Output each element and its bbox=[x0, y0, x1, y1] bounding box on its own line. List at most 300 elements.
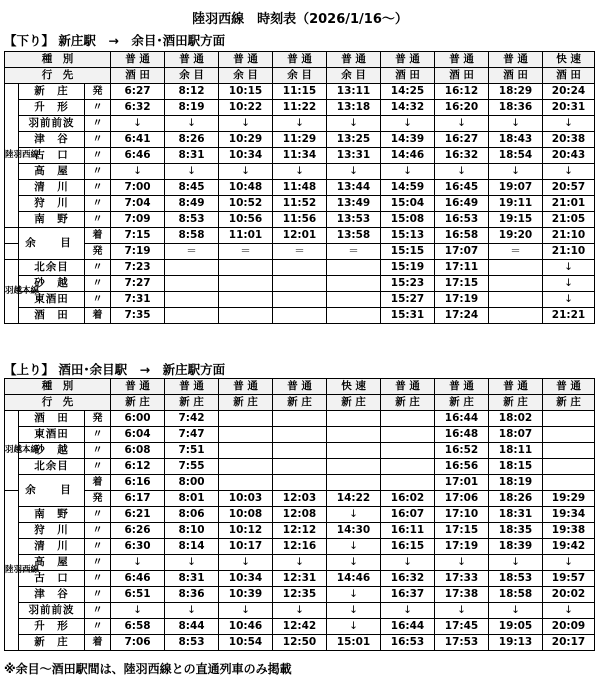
arr-dep-marker: 〃 bbox=[85, 292, 111, 308]
down-type-row bbox=[5, 52, 595, 68]
train-destination: 新 庄 bbox=[435, 395, 489, 411]
time-cell: ↓ bbox=[165, 164, 219, 180]
time-cell: 7:27 bbox=[111, 276, 165, 292]
time-cell: 12:31 bbox=[273, 571, 327, 587]
time-cell: 11:01 bbox=[219, 228, 273, 244]
table-row bbox=[5, 443, 595, 459]
time-cell: 6:32 bbox=[111, 100, 165, 116]
table-row bbox=[5, 507, 595, 523]
time-cell: 8:12 bbox=[165, 84, 219, 100]
arr-dep-marker: 〃 bbox=[85, 116, 111, 132]
down-destination-row bbox=[5, 68, 595, 84]
time-cell: 13:31 bbox=[327, 148, 381, 164]
train-type: 普 通 bbox=[435, 379, 489, 395]
time-cell: 16:11 bbox=[381, 523, 435, 539]
station-name: 清 川 bbox=[19, 539, 85, 555]
time-cell bbox=[327, 427, 381, 443]
train-type: 普 通 bbox=[543, 379, 595, 395]
time-cell: 18:35 bbox=[489, 523, 543, 539]
time-cell bbox=[381, 411, 435, 427]
type-label: 種 別 bbox=[5, 52, 111, 68]
table-row bbox=[5, 475, 595, 491]
arr-dep-marker: 〃 bbox=[85, 260, 111, 276]
table-row bbox=[5, 308, 595, 324]
station-name: 北余目 bbox=[19, 260, 85, 276]
up-section-heading: 【上り】 酒田･余目駅 → 新庄駅方面 bbox=[4, 362, 226, 377]
time-cell: 19:11 bbox=[489, 196, 543, 212]
train-type: 普 通 bbox=[111, 379, 165, 395]
table-row bbox=[5, 459, 595, 475]
time-cell: 12:16 bbox=[273, 539, 327, 555]
table-row bbox=[5, 555, 595, 571]
time-cell: 15:31 bbox=[381, 308, 435, 324]
time-cell bbox=[219, 308, 273, 324]
station-name: 高 屋 bbox=[19, 555, 85, 571]
time-cell: 10:22 bbox=[219, 100, 273, 116]
time-cell: 16:12 bbox=[435, 84, 489, 100]
train-type: 普 通 bbox=[435, 52, 489, 68]
station-name: 津 谷 bbox=[19, 132, 85, 148]
train-destination: 新 庄 bbox=[273, 395, 327, 411]
time-cell: 10:03 bbox=[219, 491, 273, 507]
train-destination: 新 庄 bbox=[219, 395, 273, 411]
arr-dep-marker: 発 bbox=[85, 411, 111, 427]
train-type: 普 通 bbox=[219, 52, 273, 68]
up-timetable bbox=[4, 378, 595, 651]
line-label: 羽越本線 bbox=[5, 260, 19, 324]
time-cell: 18:31 bbox=[489, 507, 543, 523]
time-cell: 18:11 bbox=[489, 443, 543, 459]
time-cell bbox=[219, 292, 273, 308]
time-cell: 18:43 bbox=[489, 132, 543, 148]
time-cell: ↓ bbox=[489, 555, 543, 571]
time-cell: ↓ bbox=[219, 555, 273, 571]
train-type: 普 通 bbox=[327, 52, 381, 68]
time-cell: 6:16 bbox=[111, 475, 165, 491]
arr-dep-marker: 〃 bbox=[85, 587, 111, 603]
time-cell: 6:04 bbox=[111, 427, 165, 443]
arr-dep-marker: 発 bbox=[85, 491, 111, 507]
time-cell bbox=[219, 260, 273, 276]
time-cell: 18:53 bbox=[489, 571, 543, 587]
time-cell: 13:44 bbox=[327, 180, 381, 196]
arr-dep-marker: 〃 bbox=[85, 100, 111, 116]
line-label-blank bbox=[5, 228, 19, 244]
time-cell bbox=[327, 443, 381, 459]
arr-dep-marker: 着 bbox=[85, 475, 111, 491]
time-cell: 6:46 bbox=[111, 148, 165, 164]
time-cell: 6:17 bbox=[111, 491, 165, 507]
table-row bbox=[5, 411, 595, 427]
time-cell: ↓ bbox=[273, 116, 327, 132]
line-label: 陸羽西線 bbox=[5, 491, 19, 651]
time-cell: 8:00 bbox=[165, 475, 219, 491]
train-destination: 酒 田 bbox=[543, 68, 595, 84]
time-cell: 16:53 bbox=[435, 212, 489, 228]
arr-dep-marker: 〃 bbox=[85, 459, 111, 475]
time-cell: 10:48 bbox=[219, 180, 273, 196]
time-cell: 17:53 bbox=[435, 635, 489, 651]
time-cell: 16:53 bbox=[381, 635, 435, 651]
time-cell: 14:46 bbox=[381, 148, 435, 164]
line-label-blank bbox=[5, 244, 19, 260]
time-cell bbox=[273, 308, 327, 324]
up-type-row bbox=[5, 379, 595, 395]
time-cell bbox=[273, 475, 327, 491]
station-name: 羽前前波 bbox=[19, 116, 85, 132]
time-cell bbox=[489, 308, 543, 324]
time-cell: ↓ bbox=[327, 539, 381, 555]
time-cell bbox=[381, 443, 435, 459]
station-name: 東酒田 bbox=[19, 427, 85, 443]
time-cell: ↓ bbox=[435, 116, 489, 132]
table-row bbox=[5, 292, 595, 308]
time-cell: 21:21 bbox=[543, 308, 595, 324]
train-destination: 酒 田 bbox=[435, 68, 489, 84]
station-name: 余 目 bbox=[19, 475, 85, 507]
time-cell: 18:15 bbox=[489, 459, 543, 475]
time-cell: ↓ bbox=[165, 555, 219, 571]
time-cell: 10:12 bbox=[219, 523, 273, 539]
table-row bbox=[5, 491, 595, 507]
time-cell: 10:15 bbox=[219, 84, 273, 100]
time-cell: 11:15 bbox=[273, 84, 327, 100]
time-cell: 8:45 bbox=[165, 180, 219, 196]
time-cell: ↓ bbox=[327, 619, 381, 635]
time-cell: 8:53 bbox=[165, 212, 219, 228]
time-cell: ↓ bbox=[273, 603, 327, 619]
station-name: 狩 川 bbox=[19, 523, 85, 539]
time-cell: 18:26 bbox=[489, 491, 543, 507]
train-type: 普 通 bbox=[489, 52, 543, 68]
time-cell: 11:29 bbox=[273, 132, 327, 148]
line-label: 陸羽西線 bbox=[5, 84, 19, 228]
time-cell bbox=[543, 443, 595, 459]
time-cell: ＝ bbox=[327, 244, 381, 260]
time-cell: 10:17 bbox=[219, 539, 273, 555]
time-cell: ↓ bbox=[327, 116, 381, 132]
time-cell: ↓ bbox=[435, 555, 489, 571]
table-row bbox=[5, 427, 595, 443]
train-destination: 新 庄 bbox=[111, 395, 165, 411]
time-cell: 17:19 bbox=[435, 292, 489, 308]
time-cell: 18:29 bbox=[489, 84, 543, 100]
time-cell: 17:33 bbox=[435, 571, 489, 587]
train-destination: 余 目 bbox=[165, 68, 219, 84]
time-cell bbox=[273, 260, 327, 276]
type-label: 種 別 bbox=[5, 379, 111, 395]
time-cell bbox=[273, 292, 327, 308]
arr-dep-marker: 〃 bbox=[85, 571, 111, 587]
time-cell: 16:56 bbox=[435, 459, 489, 475]
arr-dep-marker: 〃 bbox=[85, 619, 111, 635]
train-destination: 酒 田 bbox=[489, 68, 543, 84]
time-cell: 8:36 bbox=[165, 587, 219, 603]
time-cell bbox=[381, 427, 435, 443]
time-cell: 17:01 bbox=[435, 475, 489, 491]
time-cell: 18:54 bbox=[489, 148, 543, 164]
time-cell: 12:03 bbox=[273, 491, 327, 507]
time-cell: 12:42 bbox=[273, 619, 327, 635]
time-cell: 10:29 bbox=[219, 132, 273, 148]
time-cell: 16:32 bbox=[435, 148, 489, 164]
train-destination: 新 庄 bbox=[165, 395, 219, 411]
table-row bbox=[5, 148, 595, 164]
time-cell: ↓ bbox=[111, 555, 165, 571]
time-cell: ↓ bbox=[543, 292, 595, 308]
time-cell: ↓ bbox=[219, 603, 273, 619]
time-cell: ↓ bbox=[111, 116, 165, 132]
time-cell: 17:24 bbox=[435, 308, 489, 324]
time-cell: 10:34 bbox=[219, 571, 273, 587]
time-cell: 7:09 bbox=[111, 212, 165, 228]
table-row bbox=[5, 539, 595, 555]
time-cell: ↓ bbox=[543, 276, 595, 292]
time-cell: 19:29 bbox=[543, 491, 595, 507]
time-cell: 16:49 bbox=[435, 196, 489, 212]
arr-dep-marker: 〃 bbox=[85, 507, 111, 523]
time-cell bbox=[165, 292, 219, 308]
train-type: 普 通 bbox=[381, 379, 435, 395]
time-cell bbox=[219, 411, 273, 427]
time-cell: ↓ bbox=[381, 603, 435, 619]
station-name: 羽前前波 bbox=[19, 603, 85, 619]
station-name: 砂 越 bbox=[19, 443, 85, 459]
train-destination: 酒 田 bbox=[381, 68, 435, 84]
time-cell: ↓ bbox=[381, 555, 435, 571]
time-cell: ↓ bbox=[435, 164, 489, 180]
time-cell: 6:58 bbox=[111, 619, 165, 635]
time-cell: ↓ bbox=[543, 116, 595, 132]
time-cell: 10:08 bbox=[219, 507, 273, 523]
station-name: 酒 田 bbox=[19, 411, 85, 427]
time-cell: 7:06 bbox=[111, 635, 165, 651]
line-label: 羽越本線 bbox=[5, 411, 19, 491]
time-cell: 11:22 bbox=[273, 100, 327, 116]
time-cell: ↓ bbox=[219, 164, 273, 180]
time-cell bbox=[273, 276, 327, 292]
time-cell: 16:02 bbox=[381, 491, 435, 507]
time-cell: ↓ bbox=[111, 603, 165, 619]
time-cell bbox=[165, 308, 219, 324]
table-row bbox=[5, 196, 595, 212]
time-cell bbox=[327, 260, 381, 276]
time-cell: ＝ bbox=[489, 244, 543, 260]
table-row bbox=[5, 276, 595, 292]
train-destination: 新 庄 bbox=[327, 395, 381, 411]
time-cell: 15:15 bbox=[381, 244, 435, 260]
up-destination-row bbox=[5, 395, 595, 411]
time-cell: 14:59 bbox=[381, 180, 435, 196]
train-destination: 余 目 bbox=[327, 68, 381, 84]
time-cell bbox=[165, 260, 219, 276]
time-cell: 7:04 bbox=[111, 196, 165, 212]
time-cell: 10:39 bbox=[219, 587, 273, 603]
time-cell: 16:07 bbox=[381, 507, 435, 523]
time-cell: 8:58 bbox=[165, 228, 219, 244]
train-type: 普 通 bbox=[111, 52, 165, 68]
time-cell: 16:52 bbox=[435, 443, 489, 459]
time-cell: 19:38 bbox=[543, 523, 595, 539]
time-cell: 17:19 bbox=[435, 539, 489, 555]
destination-label: 行 先 bbox=[5, 68, 111, 84]
time-cell bbox=[327, 475, 381, 491]
time-cell: 11:48 bbox=[273, 180, 327, 196]
train-type: 普 通 bbox=[273, 379, 327, 395]
station-name: 新 庄 bbox=[19, 635, 85, 651]
time-cell: ↓ bbox=[273, 555, 327, 571]
time-cell: 17:45 bbox=[435, 619, 489, 635]
time-cell: ↓ bbox=[489, 164, 543, 180]
time-cell: 13:58 bbox=[327, 228, 381, 244]
time-cell bbox=[381, 475, 435, 491]
time-cell bbox=[489, 260, 543, 276]
time-cell: 10:52 bbox=[219, 196, 273, 212]
down-timetable bbox=[4, 51, 595, 324]
time-cell: 12:08 bbox=[273, 507, 327, 523]
time-cell: 7:19 bbox=[111, 244, 165, 260]
table-row bbox=[5, 587, 595, 603]
arr-dep-marker: 着 bbox=[85, 308, 111, 324]
arr-dep-marker: 〃 bbox=[85, 132, 111, 148]
train-destination: 新 庄 bbox=[381, 395, 435, 411]
time-cell: ↓ bbox=[489, 116, 543, 132]
time-cell bbox=[381, 459, 435, 475]
train-destination: 余 目 bbox=[273, 68, 327, 84]
time-cell: 19:05 bbox=[489, 619, 543, 635]
time-cell: 7:55 bbox=[165, 459, 219, 475]
time-cell: 8:14 bbox=[165, 539, 219, 555]
time-cell: 16:44 bbox=[381, 619, 435, 635]
station-name: 酒 田 bbox=[19, 308, 85, 324]
time-cell bbox=[543, 427, 595, 443]
time-cell: 13:49 bbox=[327, 196, 381, 212]
time-cell: 19:20 bbox=[489, 228, 543, 244]
train-type: 普 通 bbox=[165, 379, 219, 395]
arr-dep-marker: 発 bbox=[85, 84, 111, 100]
time-cell: 20:17 bbox=[543, 635, 595, 651]
time-cell: 16:48 bbox=[435, 427, 489, 443]
train-type: 普 通 bbox=[489, 379, 543, 395]
arr-dep-marker: 〃 bbox=[85, 603, 111, 619]
time-cell: 15:19 bbox=[381, 260, 435, 276]
time-cell: ＝ bbox=[165, 244, 219, 260]
time-cell: 8:49 bbox=[165, 196, 219, 212]
time-cell: 17:11 bbox=[435, 260, 489, 276]
train-type: 快 速 bbox=[327, 379, 381, 395]
time-cell: 7:00 bbox=[111, 180, 165, 196]
time-cell: 8:31 bbox=[165, 148, 219, 164]
time-cell: 16:15 bbox=[381, 539, 435, 555]
train-type: 快 速 bbox=[543, 52, 595, 68]
time-cell: 7:15 bbox=[111, 228, 165, 244]
arr-dep-marker: 着 bbox=[85, 635, 111, 651]
time-cell bbox=[219, 443, 273, 459]
time-cell: 6:30 bbox=[111, 539, 165, 555]
train-type: 普 通 bbox=[165, 52, 219, 68]
time-cell: 20:09 bbox=[543, 619, 595, 635]
time-cell: ↓ bbox=[435, 603, 489, 619]
time-cell: ↓ bbox=[273, 164, 327, 180]
time-cell bbox=[327, 308, 381, 324]
time-cell: 17:06 bbox=[435, 491, 489, 507]
time-cell: 7:47 bbox=[165, 427, 219, 443]
time-cell: ↓ bbox=[165, 603, 219, 619]
table-row bbox=[5, 116, 595, 132]
table-row bbox=[5, 571, 595, 587]
time-cell: ↓ bbox=[543, 603, 595, 619]
train-destination: 余 目 bbox=[219, 68, 273, 84]
arr-dep-marker: 〃 bbox=[85, 539, 111, 555]
table-row bbox=[5, 228, 595, 244]
time-cell: 15:01 bbox=[327, 635, 381, 651]
table-row bbox=[5, 244, 595, 260]
destination-label: 行 先 bbox=[5, 395, 111, 411]
time-cell: 14:25 bbox=[381, 84, 435, 100]
time-cell bbox=[219, 276, 273, 292]
time-cell: ↓ bbox=[327, 603, 381, 619]
time-cell: 12:12 bbox=[273, 523, 327, 539]
time-cell: ＝ bbox=[273, 244, 327, 260]
time-cell: 20:38 bbox=[543, 132, 595, 148]
train-type: 普 通 bbox=[273, 52, 327, 68]
train-type: 普 通 bbox=[219, 379, 273, 395]
time-cell: ↓ bbox=[327, 555, 381, 571]
time-cell: 8:44 bbox=[165, 619, 219, 635]
time-cell: ↓ bbox=[489, 603, 543, 619]
table-row bbox=[5, 635, 595, 651]
time-cell: ↓ bbox=[327, 587, 381, 603]
station-name: 北余目 bbox=[19, 459, 85, 475]
time-cell: 20:43 bbox=[543, 148, 595, 164]
time-cell: 10:56 bbox=[219, 212, 273, 228]
time-cell: 15:13 bbox=[381, 228, 435, 244]
arr-dep-marker: 発 bbox=[85, 244, 111, 260]
time-cell: ↓ bbox=[327, 507, 381, 523]
arr-dep-marker: 〃 bbox=[85, 276, 111, 292]
time-cell: 8:31 bbox=[165, 571, 219, 587]
time-cell: 18:07 bbox=[489, 427, 543, 443]
time-cell: 18:58 bbox=[489, 587, 543, 603]
arr-dep-marker: 〃 bbox=[85, 443, 111, 459]
table-row bbox=[5, 132, 595, 148]
time-cell: 13:53 bbox=[327, 212, 381, 228]
arr-dep-marker: 〃 bbox=[85, 180, 111, 196]
time-cell: ↓ bbox=[327, 164, 381, 180]
time-cell: 14:30 bbox=[327, 523, 381, 539]
time-cell: 11:56 bbox=[273, 212, 327, 228]
time-cell: 16:27 bbox=[435, 132, 489, 148]
time-cell bbox=[165, 276, 219, 292]
station-name: 清 川 bbox=[19, 180, 85, 196]
station-name: 升 形 bbox=[19, 619, 85, 635]
table-row bbox=[5, 603, 595, 619]
time-cell: 20:57 bbox=[543, 180, 595, 196]
time-cell: 12:35 bbox=[273, 587, 327, 603]
table-row bbox=[5, 619, 595, 635]
time-cell: 7:35 bbox=[111, 308, 165, 324]
time-cell: 18:36 bbox=[489, 100, 543, 116]
time-cell: 19:42 bbox=[543, 539, 595, 555]
train-type: 普 通 bbox=[381, 52, 435, 68]
time-cell bbox=[543, 475, 595, 491]
time-cell: ↓ bbox=[543, 555, 595, 571]
station-name: 南 野 bbox=[19, 507, 85, 523]
time-cell: ↓ bbox=[543, 164, 595, 180]
time-cell: 16:20 bbox=[435, 100, 489, 116]
time-cell bbox=[489, 292, 543, 308]
time-cell: 14:46 bbox=[327, 571, 381, 587]
